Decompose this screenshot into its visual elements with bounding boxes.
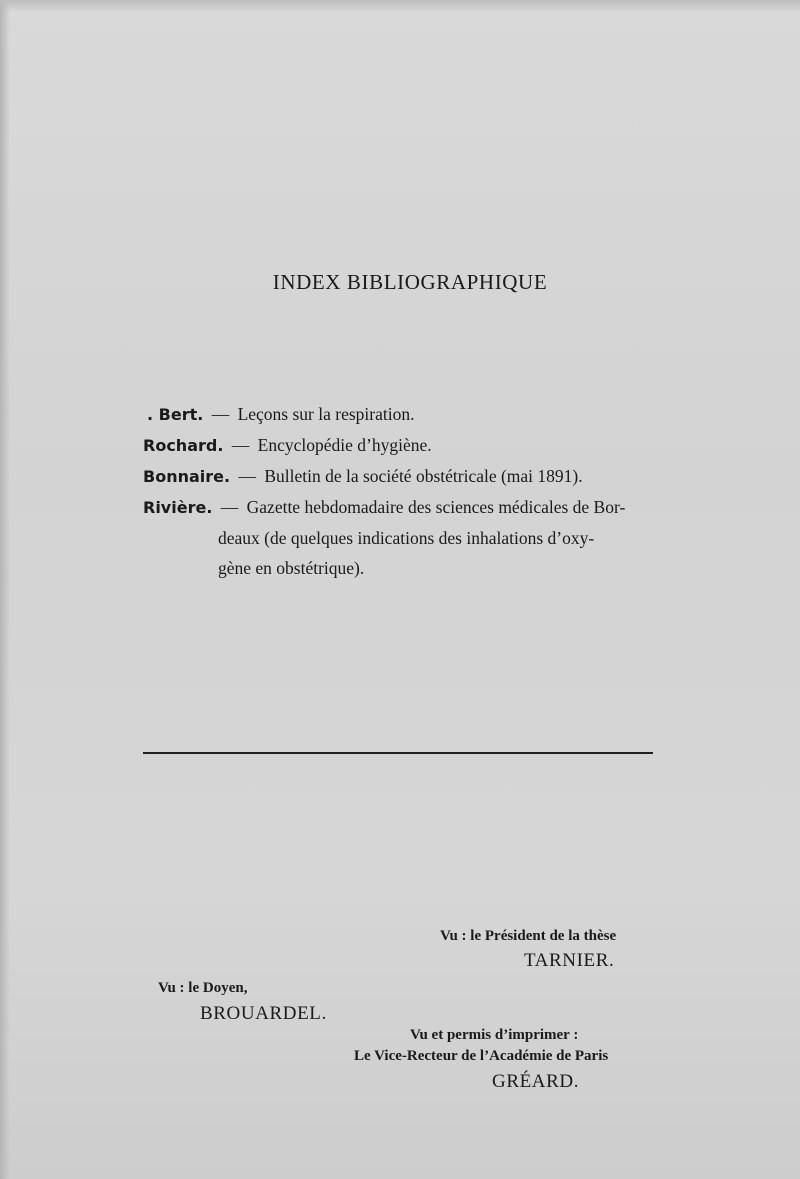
entry-separator: — — [238, 466, 256, 486]
bibliography-entry — [143, 492, 625, 523]
doyen-name: BROUARDEL. — [200, 1003, 327, 1024]
entry-separator: — — [231, 435, 250, 455]
page-top-shadow — [0, 0, 800, 12]
entry-separator: — — [211, 404, 230, 424]
president-name: TARNIER. — [524, 950, 615, 971]
permis-label: Vu et permis d’imprimer : — [410, 1027, 579, 1043]
entry-author: . Bert. — [147, 405, 204, 424]
bibliography-entry — [143, 430, 432, 461]
entry-continuation: gène en obstétrique). — [218, 558, 365, 578]
entry-author: Rochard. — [143, 436, 224, 455]
entry-text: Leçons sur la respiration. — [237, 404, 415, 424]
vice-recteur-label: Le Vice-Recteur de l’Académie de Paris — [354, 1048, 609, 1064]
page-edge-shadow — [0, 0, 10, 1179]
entry-text: Gazette hebdomadaire des sciences médicales de Bor- — [246, 497, 626, 517]
bibliography-entry — [147, 399, 414, 430]
entry-separator: — — [220, 497, 239, 517]
president-label: Vu : le Président de la thèse — [440, 928, 617, 944]
horizontal-rule — [143, 752, 653, 754]
entry-author: Bonnaire. — [143, 467, 231, 486]
page-title: INDEX BIBLIOGRAPHIQUE — [272, 270, 548, 294]
doyen-label: Vu : le Doyen, — [158, 980, 248, 996]
entry-continuation: deaux (de quelques indications des inhalations d’oxy- — [218, 528, 595, 548]
entry-text: Encyclopédie d’hygiène. — [257, 435, 432, 455]
entry-author: Rivière. — [143, 498, 213, 517]
bibliography-entry — [143, 461, 583, 492]
vice-recteur-name: GRÉARD. — [492, 1071, 580, 1092]
entry-text: Bulletin de la société obstétricale (mai 1891). — [264, 466, 583, 486]
